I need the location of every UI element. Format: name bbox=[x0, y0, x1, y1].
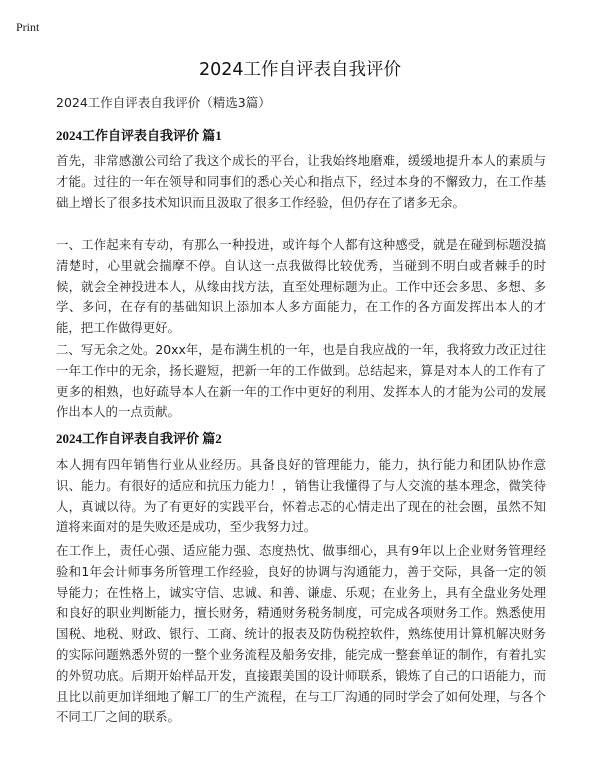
section-1-paragraph-1: 首先，非常感激公司给了我这个成长的平台，让我始终地磨难，缓缓地提升本人的素质与才能。过往的一年在领导和同事们的悉心关心和指点下，经过本身的不懈致力，在工作基础上增长了很多技术知识而且汲取了很多工作经验，但仍存在了诸多无余。 bbox=[56, 153, 546, 210]
section-1-paragraph-2: 一、工作起来有专动，有那么一种投进，或许每个人都有这种感受，就是在碰到标题没搞清楚时，心里就会揣摩不停。自认这一点我做得比较优秀，当碰到不明白或者棘手的时候，就会全神投进本人，从缘由找方法，直至处理标题为止。工作中还会多思、多想、多学、多问，在存有的基础知识上添加本人多方面能力，在工作的各方面发挥出本人的才能，把工作做得更好。 bbox=[56, 237, 546, 336]
document-subtitle: 2024工作自评表自我评价（精选3篇） bbox=[56, 95, 271, 110]
section-2-paragraph-2: 在工作上，责任心强、适应能力强、态度热忱、做事细心，具有9年以上企业财务管理经验和1年会计师事务所管理工作经验，良好的协调与沟通能力，善于交际，具备一定的领导能力；在性格上，诚实守信、忠诚、和善、谦虚、乐观；在业务上，具有全盘业务处理和良好的职业判断能力，擅长财务，精通财务税务制度，可完成各项财务工作。熟悉使用国税、地税、财政、银行、工商、统计的报表及防伪税控软件，熟练使用计算机解决财务的实际问题熟悉外贸的一整个业务流程及船务安排，能完成一整套单证的制作，有着扎实的外贸功底。后期开始样品开发，直接跟美国的设计师联系，锻炼了自己的口语能力，而且比以前更加详细地了解工厂的生产流程，在与工厂沟通的同时学会了如何处理，与各个不同工厂之间的联系。 bbox=[56, 543, 546, 725]
section-1-paragraph-3: 二、写无余之处。20xx年，是布满生机的一年，也是自我应战的一年，我将致力改正过往一年工作中的无余，扬长避短，把新一年的工作做到。总结起来，算是对本人的工作有了更多的相熟，也好疏导本人在新一年的工作中更好的利用、发挥本人的才能为公司的发展作出本人的一点贡献。 bbox=[56, 342, 546, 420]
section-heading-1: 2024工作自评表自我评价 篇1 bbox=[56, 128, 222, 143]
page-title: 2024工作自评表自我评价 bbox=[198, 60, 402, 80]
section-2-paragraph-1: 本人拥有四年销售行业从业经历。具备良好的管理能力，能力，执行能力和团队协作意识、能力。有很好的适应和抗压力能力！，销售让我懂得了与人交流的基本理念，微笑待人，真诚以待。为了有更好的实践平台，怀着忐忑的心情走出了现在的社会圈，虽然不知道将来面对的是失败还是成功，至少我努力过。 bbox=[56, 457, 546, 535]
print-link[interactable]: Print bbox=[16, 20, 40, 34]
section-heading-2: 2024工作自评表自我评价 篇2 bbox=[56, 431, 222, 446]
